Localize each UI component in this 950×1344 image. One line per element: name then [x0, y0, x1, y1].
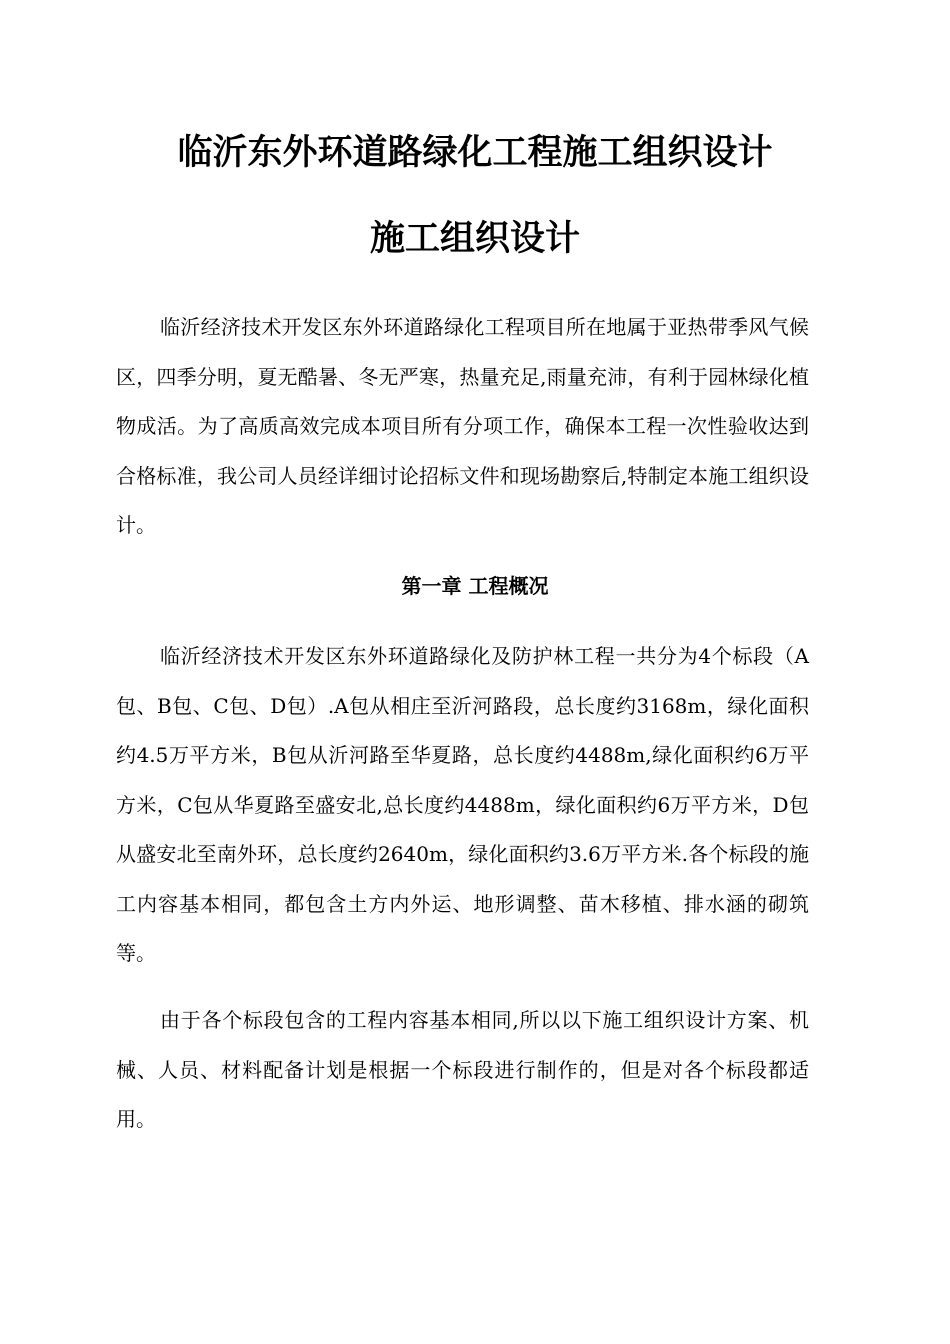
intro-paragraph: 临沂经济技术开发区东外环道路绿化工程项目所在地属于亚热带季风气候区，四季分明，夏无酷暑、冬无严寒，热量充足,雨量充沛，有利于园林绿化植物成活。为了高质高效完成本项目所有分项工作，确保本工程一次性验收达到合格标准，我公司人员经详细讨论招标文件和现场勘察后,特制定本施工组织设计。: [116, 315, 809, 537]
document-subtitle: 施工组织设计: [369, 218, 580, 259]
chapter-heading: 第一章 工程概况: [401, 574, 549, 598]
document-title: 临沂东外环道路绿化工程施工组织设计: [177, 132, 773, 173]
overview-paragraph: 临沂经济技术开发区东外环道路绿化及防护林工程一共分为4个标段（A包、B包、C包、D包）.A包从相庄至沂河路段，总长度约3168m，绿化面积约4.5万平方米，B包从沂河路至华夏路，总长度约4488m,绿化面积约6万平方米，C包从华夏路至盛安北,总长度约4488m，绿化面积约6万平方米，D包从盛安北至南外环，总长度约2640m，绿化面积约3.6万平方米.各个标段的施工内容基本相同，都包含土方内外运、地形调整、苗木移植、排水涵的砌筑等。: [116, 644, 809, 965]
note-paragraph: 由于各个标段包含的工程内容基本相同,所以以下施工组织设计方案、机械、人员、材料配备计划是根据一个标段进行制作的，但是对各个标段都适用。: [116, 1008, 809, 1131]
